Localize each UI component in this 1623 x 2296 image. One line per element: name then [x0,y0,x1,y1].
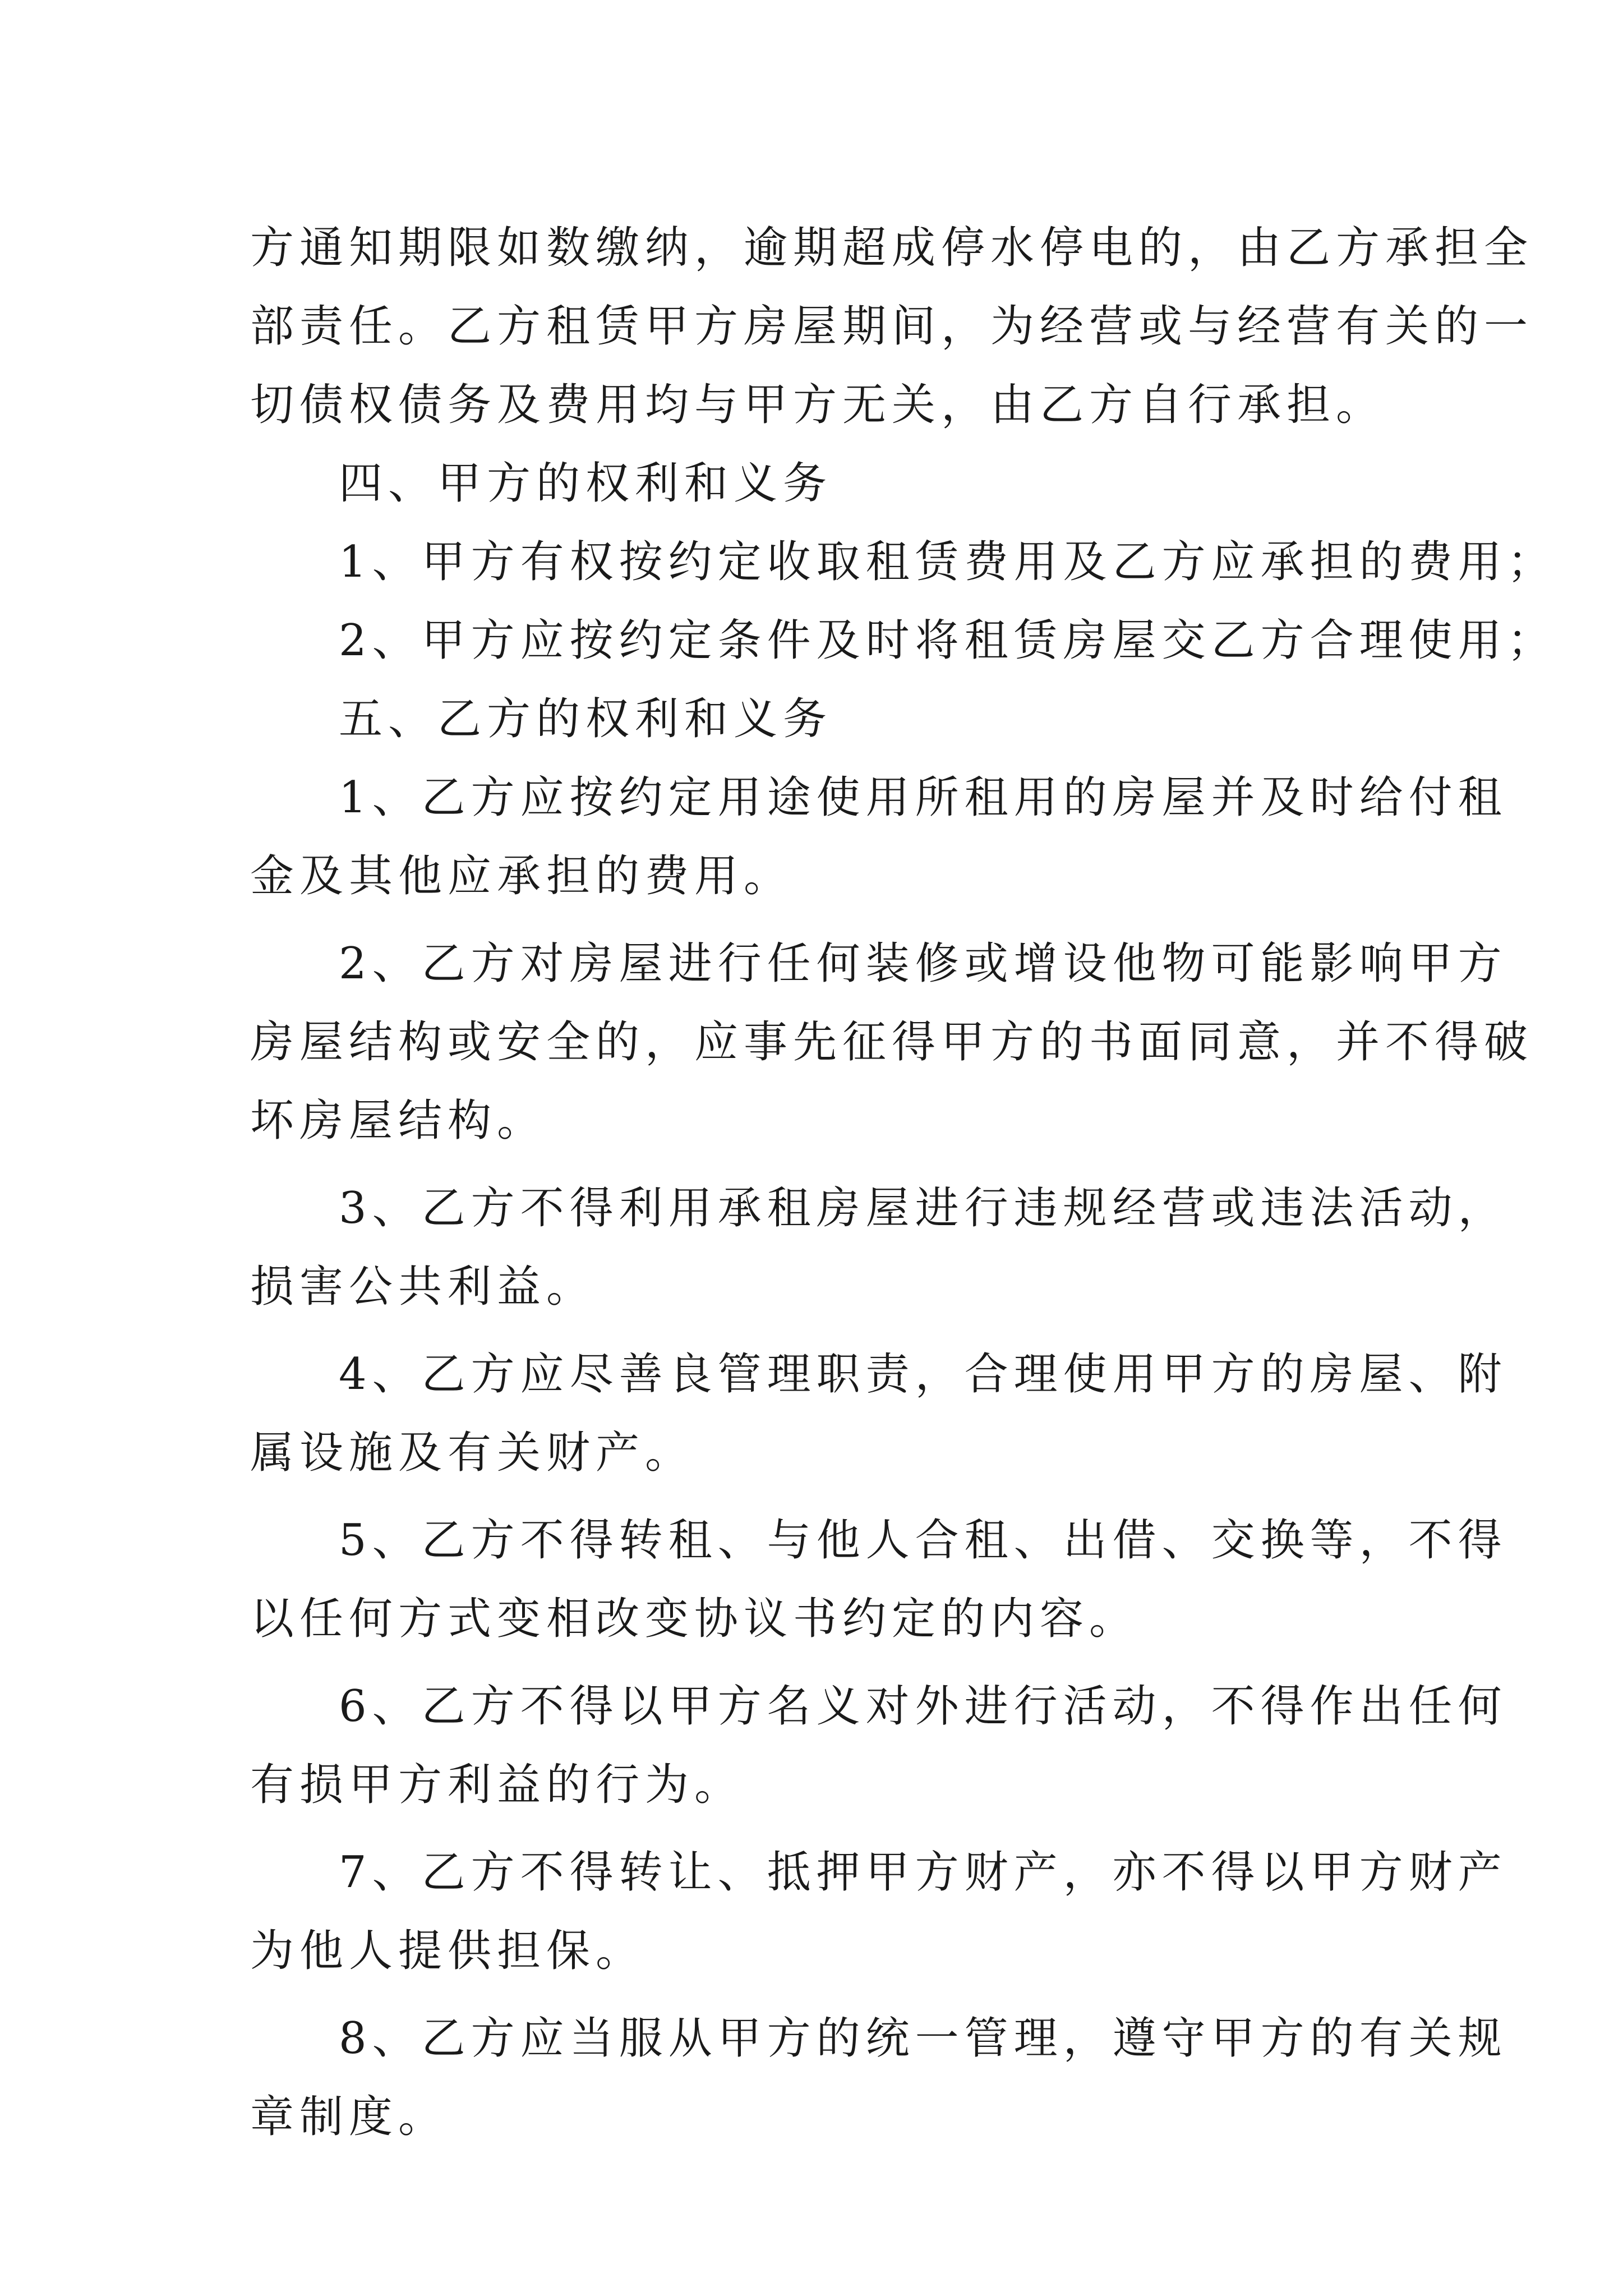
clause-continuation: 损害公共利益。 [250,1262,596,1312]
clause-continuation: 有损甲方利益的行为。 [250,1760,744,1810]
text-line: 部责任。乙方租赁甲方房屋期间，为经营或与经营有关的一 [250,301,1534,352]
clause-continuation: 金及其他应承担的费用。 [250,851,794,901]
clause-line: 8、乙方应当服从甲方的统一管理，遵守甲方的有关规 [339,2013,1507,2064]
text-line: 方通知期限如数缴纳，逾期超成停水停电的，由乙方承担全 [250,223,1534,273]
clause-line: 5、乙方不得转租、与他人合租、出借、交换等，不得 [339,1515,1507,1566]
clause-line: 1、甲方有权按约定收取租赁费用及乙方应承担的费用； [339,537,1557,587]
clause-line: 2、乙方对房屋进行任何装修或增设他物可能影响甲方 [339,938,1507,989]
clause-continuation: 以任何方式变相改变协议书约定的内容。 [250,1594,1139,1644]
section-heading: 五、乙方的权利和义务 [339,694,833,744]
clause-continuation: 房屋结构或安全的，应事先征得甲方的书面同意，并不得破 [250,1017,1534,1068]
clause-continuation: 坏房屋结构。 [250,1096,547,1146]
clause-line: 6、乙方不得以甲方名义对外进行活动，不得作出任何 [339,1681,1507,1732]
clause-line: 7、乙方不得转让、抵押甲方财产，亦不得以甲方财产 [339,1847,1507,1898]
section-heading: 四、甲方的权利和义务 [339,458,833,509]
clause-continuation: 章制度。 [250,2092,448,2142]
clause-line: 1、乙方应按约定用途使用所租用的房屋并及时给付租 [339,772,1507,823]
clause-line: 4、乙方应尽善良管理职责，合理使用甲方的房屋、附 [339,1349,1507,1400]
document-page [250,209,1557,2156]
clause-continuation: 为他人提供担保。 [250,1926,645,1976]
clause-line: 2、甲方应按约定条件及时将租赁房屋交乙方合理使用； [339,615,1557,666]
text-line: 切债权债务及费用均与甲方无关，由乙方自行承担。 [250,380,1386,430]
clause-continuation: 属设施及有关财产。 [250,1428,695,1478]
clause-line: 3、乙方不得利用承租房屋进行违规经营或违法活动， [339,1183,1507,1234]
